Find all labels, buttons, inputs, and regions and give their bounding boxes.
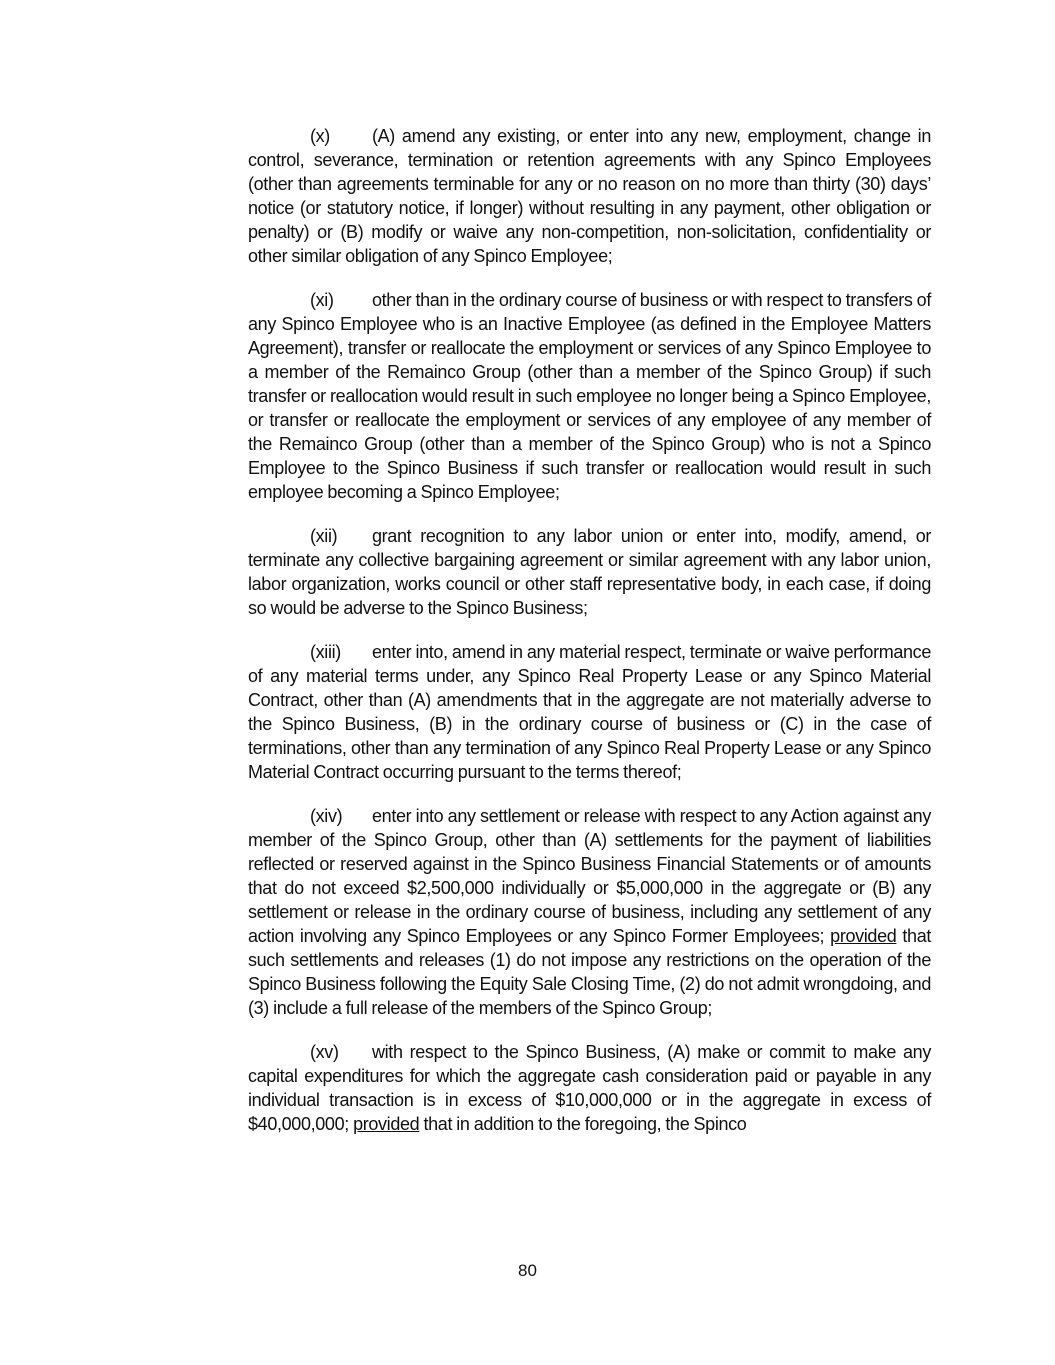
paragraph-text-after: that in addition to the foregoing, the Spinco: [423, 1114, 747, 1134]
paragraph-text-after: that such settlements and releases (1) do not impose any restrictions on the operation of the Spinco Business following the Equity Sale Closing Time, (2) do not admit wrongdoing, and (3) include a full release of the members of the Spinco Group;: [248, 926, 932, 1018]
page-number: 80: [518, 1261, 537, 1280]
item-number: (xii): [310, 526, 338, 546]
paragraph-text: grant recognition to any labor union or enter into, modify, amend, or terminate any collective bargaining agreement or similar agreement with any labor union, labor organization, works council or other staff representative body, in each case, if doing so would be adverse to the Spinco Business;: [248, 526, 931, 618]
paragraph-text-before: with respect to the Spinco Business, (A) make or commit to make any capital expenditures for which the aggregate cash consideration paid or payable in any individual transaction is in excess of $10,000,000 or in the aggregate in excess of $40,000,000;: [248, 1042, 931, 1134]
paragraph-text-before: enter into any settlement or release with respect to any Action against any member of the Spinco Group, other than (A) settlements for the payment of liabilities reflected or reserved against in the Spinco Business Financial Statements or of amounts that do not exceed $2,500,000 individually or $5,000,000 in the aggregate or (B) any settlement or release in the ordinary course of business, including any settlement of any action involving any Spinco Employees or any Spinco Former Employees;: [248, 806, 931, 946]
paragraph-xii: [248, 524, 931, 620]
item-number: (xi): [310, 290, 334, 310]
paragraph-xv: [248, 1040, 931, 1136]
underlined-term: provided: [830, 926, 897, 946]
paragraph-xiv: [248, 804, 931, 1020]
paragraph-x: [248, 124, 931, 268]
item-number: (xv): [310, 1042, 339, 1062]
item-number: (xiv): [310, 806, 343, 826]
body-text: [248, 124, 931, 1156]
paragraph-text: other than in the ordinary course of business or with respect to transfers of any Spinco Employee who is an Inactive Employee (as defined in the Employee Matters Agreement), transfer or reallocate the employment or services of any Spinco Employee to a member of the Remainco Group (other than a member of the Spinco Group) if such transfer or reallocation would result in such employee no longer being a Spinco Employee, or transfer or reallocate the employment or services of any employee of any member of the Remainco Group (other than a member of the Spinco Group) who is not a Spinco Employee to the Spinco Business if such transfer or reallocation would result in such employee becoming a Spinco Employee;: [248, 290, 931, 502]
underlined-term: provided: [353, 1114, 420, 1134]
item-number: (x): [310, 126, 330, 146]
paragraph-text: (A) amend any existing, or enter into any new, employment, change in control, severance, termination or retention agreements with any Spinco Employees (other than agreements terminable for any or no reason on no more than thirty (30) days’ notice (or statutory notice, if longer) without resulting in any payment, other obligation or penalty) or (B) modify or waive any non-competition, non-solicitation, confidentiality or other similar obligation of any Spinco Employee;: [248, 126, 931, 266]
paragraph-xi: [248, 288, 931, 504]
paragraph-text: enter into, amend in any material respect, terminate or waive performance of any material terms under, any Spinco Real Property Lease or any Spinco Material Contract, other than (A) amendments that in the aggregate are not materially adverse to the Spinco Business, (B) in the ordinary course of business or (C) in the case of terminations, other than any termination of any Spinco Real Property Lease or any Spinco Material Contract occurring pursuant to the terms thereof;: [248, 642, 931, 782]
paragraph-xiii: [248, 640, 931, 784]
item-number: (xiii): [310, 642, 341, 662]
